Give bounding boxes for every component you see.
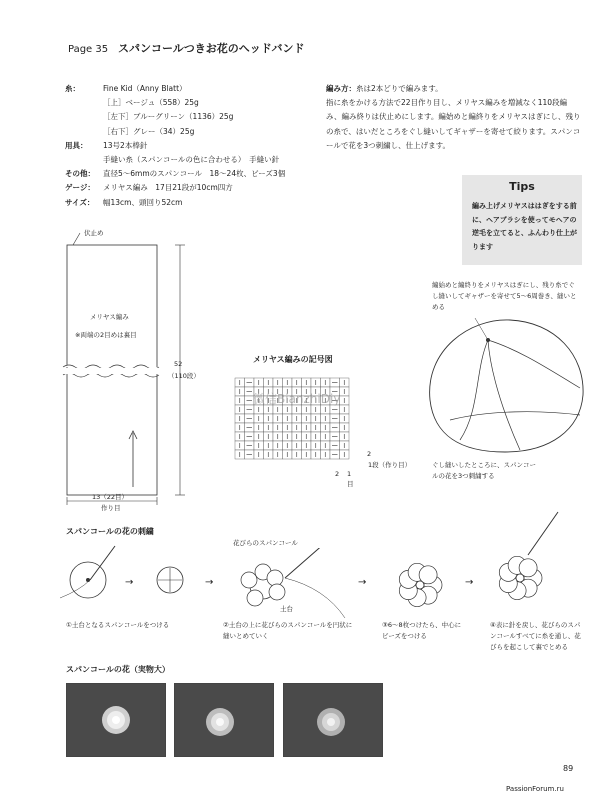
embroidery-title: スパンコールの花の刺繍	[66, 527, 154, 536]
step-2-caption: ②土台の上に花びらのスパンコールを円状に縫いとめていく	[223, 621, 353, 640]
gathered-ball-illustration	[420, 310, 590, 460]
page-header	[68, 40, 305, 56]
flower-photo-gray	[283, 683, 383, 757]
chart-row-2: 2	[367, 450, 372, 458]
step-arrow-4: →	[465, 577, 474, 588]
embroidery-step-4	[488, 510, 578, 615]
length-label: 52	[174, 360, 183, 368]
site-watermark: PassionForum.ru	[506, 785, 564, 793]
materials-size: サイズ： 幅13cm、頭回り52cm	[65, 197, 183, 207]
page-label: Page 35	[68, 44, 109, 55]
step-3-caption: ③6～8枚つけたら、中心にビーズをつける	[382, 621, 462, 640]
materials-list	[65, 82, 285, 210]
materials-tools: 用具： 13号2本棒針 手縫い糸（スパンコールの色に合わせる） 手縫い針	[65, 140, 280, 165]
purl-note: ※両端の2目めは裏目	[75, 331, 137, 339]
page-title: スパンコールつきお花のヘッドバンド	[117, 42, 305, 55]
flower-photo-beige	[66, 683, 166, 757]
step-1-caption: ①土台となるスパンコールをつける	[66, 621, 170, 629]
page-number: 89	[563, 764, 574, 773]
bind-off-label: 伏止め	[84, 229, 104, 237]
stitch-label: メリヤス編み	[90, 313, 129, 321]
materials-yarn: 糸： Fine Kid（Anny Blatt） ［上］ベージュ（558）25g ［左下］ブルーグリーン（1136）25g ［右下］グレー（34）25g	[65, 84, 234, 136]
center-bead	[516, 574, 524, 582]
step-arrow-3: →	[358, 577, 367, 588]
chart-title: メリヤス編みの記号図	[253, 355, 333, 364]
tips-text: 編み上げメリヤスははぎをする前に、ヘアブラシを使ってモヘアの逆毛を立てると、ふんわり仕上がります	[472, 202, 577, 251]
stitch-chart	[230, 372, 360, 472]
step-arrow-2: →	[205, 577, 214, 588]
chart-row-1: 1段（作り目）	[368, 461, 412, 469]
materials-other: その他： 直径5～6mmのスパンコール 18～24枚、ビーズ3個	[65, 169, 286, 179]
width-label: 13（22目）	[92, 493, 129, 501]
chart-col-2: 2	[335, 470, 340, 478]
knitting-method: 編み方：糸は2本どりで編みます。 指に糸をかける方法で22目作り目し、メリヤス編みを増減なく110段編み、編み終りは伏止めにします。編始めと編終りをメリヤスはぎにし、残りの糸で、はいだところをぐし縫いしてギャザーを寄せて絞ります。スパンコールで花を3つ刺繍し、仕上げます。	[326, 84, 581, 150]
flower-photo-bluegreen	[174, 683, 274, 757]
embroidery-step-3	[385, 530, 475, 615]
base-label: 土台	[280, 605, 293, 613]
center-bead	[416, 581, 424, 589]
ball-caption: ぐし縫いしたところに、スパンコールの花を3つ刺繍する	[432, 461, 536, 480]
length-rows-label: （110段）	[168, 372, 200, 380]
headband-diagram	[55, 225, 220, 515]
tips-title: Tips	[509, 180, 535, 193]
ball-note: 編始めと編終りをメリヤスはぎにし、残り糸でぐし縫いしてギャザーを寄せて5～6周巻き、縫いとめる	[432, 281, 577, 311]
chart-col-unit: 目	[347, 480, 354, 488]
cast-on-label: 作り目	[101, 504, 121, 512]
step-4-caption: ④表に針を戻し、花びらのスパンコールすべてに糸を通し、花びらを起こして裏でとめる	[490, 621, 581, 651]
center-watermark: 微信BianzhiDiy	[253, 392, 341, 406]
photos-title: スパンコールの花（実物大）	[66, 665, 170, 674]
chart-col-1: 1	[347, 470, 352, 478]
embroidery-step-1b	[150, 560, 190, 600]
embroidery-step-1	[60, 538, 140, 608]
step-arrow-1: →	[125, 577, 134, 588]
materials-gauge: ゲージ： メリヤス編み 17目21段が10cm四方	[65, 183, 233, 193]
petal-sequin-label: 花びらのスパンコール	[233, 539, 298, 547]
